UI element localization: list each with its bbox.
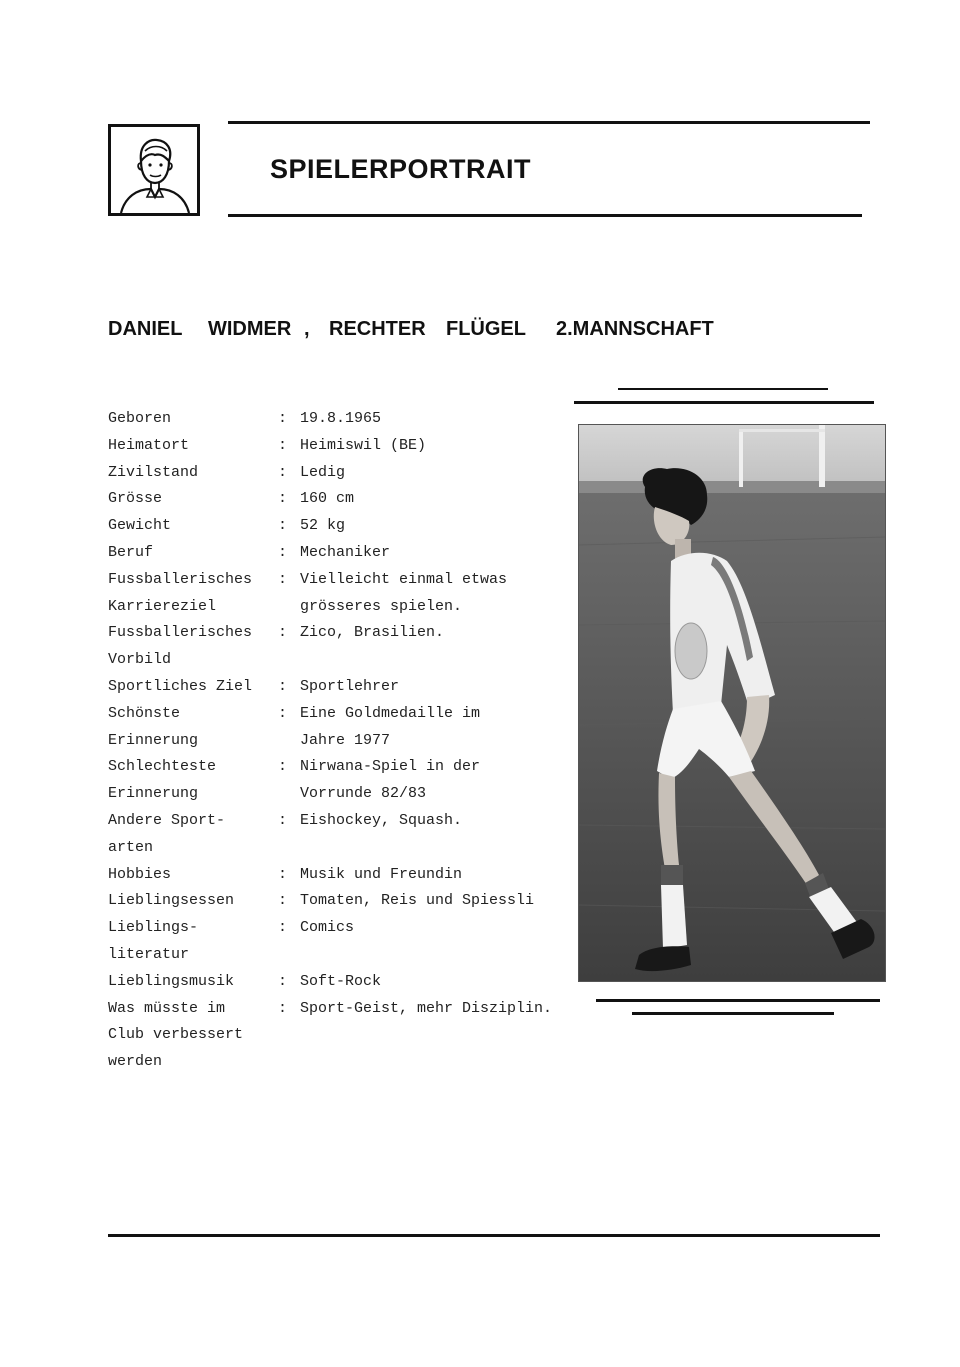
profile-label	[108, 754, 278, 808]
profile-value-line: Ledig	[300, 463, 346, 481]
profile-value	[300, 433, 598, 460]
profile-label-line: Grösse	[108, 490, 163, 508]
profile-value-line: 52 kg	[300, 517, 346, 535]
profile-label-line: Club verbessert	[108, 1026, 244, 1044]
profile-value	[300, 540, 598, 567]
profile-label	[108, 486, 278, 513]
profile-value	[300, 969, 598, 996]
profile-separator: :	[278, 570, 288, 588]
profile-list	[108, 406, 598, 1076]
profile-row	[108, 808, 598, 862]
photo-rule-bottom-long	[596, 999, 880, 1002]
photo-rule-top-long	[574, 401, 874, 404]
profile-label-line: Schönste	[108, 704, 181, 722]
profile-label	[108, 996, 278, 1076]
footer-rule	[108, 1234, 880, 1237]
profile-label	[108, 460, 278, 487]
profile-separator: :	[278, 543, 288, 561]
photo-rule-bottom-short	[632, 1012, 834, 1015]
profile-value-line: Eishockey, Squash.	[300, 811, 463, 829]
profile-separator: :	[278, 490, 288, 508]
profile-label-line: Erinnerung	[108, 731, 199, 749]
photo-rule-top-short	[618, 388, 828, 390]
profile-row	[108, 620, 598, 674]
profile-label	[108, 862, 278, 889]
profile-label	[108, 433, 278, 460]
profile-value-line: Vorrunde 82/83	[300, 785, 427, 803]
profile-label-line: Vorbild	[108, 651, 172, 669]
profile-label-line: Hobbies	[108, 865, 172, 883]
profile-label-line: Lieblingsmusik	[108, 972, 235, 990]
profile-row	[108, 996, 598, 1076]
profile-label-line: Geboren	[108, 410, 172, 427]
profile-label-line: Sportliches Ziel	[108, 677, 253, 695]
profile-value	[300, 567, 598, 621]
profile-value	[300, 915, 598, 969]
player-position-1: RECHTER	[329, 318, 426, 340]
profile-label-line: Lieblingsessen	[108, 892, 235, 910]
profile-separator: :	[278, 811, 288, 829]
profile-label	[108, 674, 278, 701]
profile-label-line: arten	[108, 838, 154, 856]
profile-separator: :	[278, 999, 288, 1017]
profile-label	[108, 969, 278, 996]
profile-row	[108, 433, 598, 460]
profile-row	[108, 888, 598, 915]
profile-separator: :	[278, 463, 288, 481]
page-title: SPIELERPORTRAIT	[270, 154, 532, 184]
profile-value	[300, 513, 598, 540]
profile-label-line: Erinnerung	[108, 785, 199, 803]
profile-label-line: Zivilstand	[108, 463, 199, 481]
headline-comma: ,	[304, 318, 310, 340]
profile-value-line: Nirwana-Spiel in der	[300, 758, 481, 776]
logo-box	[108, 124, 200, 216]
profile-row	[108, 567, 598, 621]
profile-separator: :	[278, 677, 288, 695]
profile-label	[108, 888, 278, 915]
profile-value-line: Comics	[300, 919, 355, 937]
profile-value-line: Sportlehrer	[300, 677, 400, 695]
profile-label-line: Gewicht	[108, 517, 172, 535]
profile-row	[108, 754, 598, 808]
profile-label	[108, 620, 278, 674]
profile-row	[108, 486, 598, 513]
profile-value-line: Jahre 1977	[300, 731, 391, 749]
profile-value-line: grösseres spielen.	[300, 597, 463, 615]
profile-label	[108, 701, 278, 755]
player-first-name: DANIEL	[108, 318, 183, 340]
profile-label-line: Fussballerisches	[108, 624, 253, 642]
profile-value-line: 19.8.1965	[300, 410, 382, 427]
profile-value-line: 160 cm	[300, 490, 355, 508]
profile-separator: :	[278, 972, 288, 990]
profile-separator: :	[278, 892, 288, 910]
profile-row	[108, 540, 598, 567]
profile-separator: :	[278, 758, 288, 776]
profile-label-line: Beruf	[108, 543, 154, 561]
profile-value	[300, 754, 598, 808]
profile-label	[108, 540, 278, 567]
profile-row	[108, 406, 598, 433]
profile-separator: :	[278, 865, 288, 883]
profile-value	[300, 862, 598, 889]
profile-value-line: Mechaniker	[300, 543, 391, 561]
player-team: 2.MANNSCHAFT	[556, 318, 714, 340]
player-position-2: FLÜGEL	[446, 318, 526, 340]
profile-label-line: Was müsste im	[108, 999, 226, 1017]
profile-label	[108, 915, 278, 969]
profile-label-line: Schlechteste	[108, 758, 217, 776]
profile-row	[108, 969, 598, 996]
profile-label-line: Heimatort	[108, 436, 190, 454]
profile-value	[300, 888, 598, 915]
profile-label	[108, 567, 278, 621]
profile-value	[300, 808, 598, 862]
profile-label-line: werden	[108, 1053, 163, 1071]
profile-value-line: Vielleicht einmal etwas	[300, 570, 508, 588]
player-last-name: WIDMER	[208, 318, 292, 340]
profile-row	[108, 915, 598, 969]
profile-separator: :	[278, 704, 288, 722]
profile-label	[108, 808, 278, 862]
profile-value	[300, 996, 598, 1076]
profile-row	[108, 701, 598, 755]
profile-value	[300, 674, 598, 701]
profile-separator: :	[278, 410, 288, 427]
profile-label-line: Andere Sport-	[108, 811, 226, 829]
player-face-icon	[111, 127, 197, 213]
profile-separator: :	[278, 624, 288, 642]
profile-value	[300, 486, 598, 513]
profile-value	[300, 460, 598, 487]
profile-value-line: Soft-Rock	[300, 972, 382, 990]
profile-label	[108, 406, 278, 433]
profile-row	[108, 862, 598, 889]
profile-label-line: Fussballerisches	[108, 570, 253, 588]
profile-value	[300, 620, 598, 674]
profile-value-line: Zico, Brasilien.	[300, 624, 445, 642]
profile-value-line: Heimiswil (BE)	[300, 436, 427, 454]
profile-value-line: Eine Goldmedaille im	[300, 704, 481, 722]
header-rule-top	[228, 121, 870, 124]
profile-value-line: Tomaten, Reis und Spiessli	[300, 892, 535, 910]
profile-label-line: Lieblings-	[108, 919, 199, 937]
profile-value-line: Musik und Freundin	[300, 865, 463, 883]
profile-row	[108, 460, 598, 487]
profile-label	[108, 513, 278, 540]
profile-value	[300, 701, 598, 755]
profile-row	[108, 513, 598, 540]
profile-label-line: Karriereziel	[108, 597, 217, 615]
profile-row	[108, 674, 598, 701]
profile-separator: :	[278, 436, 288, 454]
header-rule-bottom	[228, 214, 862, 217]
player-photo	[578, 424, 886, 982]
profile-value-line: Sport-Geist, mehr Disziplin.	[300, 999, 553, 1017]
profile-separator: :	[278, 919, 288, 937]
profile-separator: :	[278, 517, 288, 535]
profile-label-line: literatur	[108, 945, 190, 963]
profile-value	[300, 406, 598, 433]
